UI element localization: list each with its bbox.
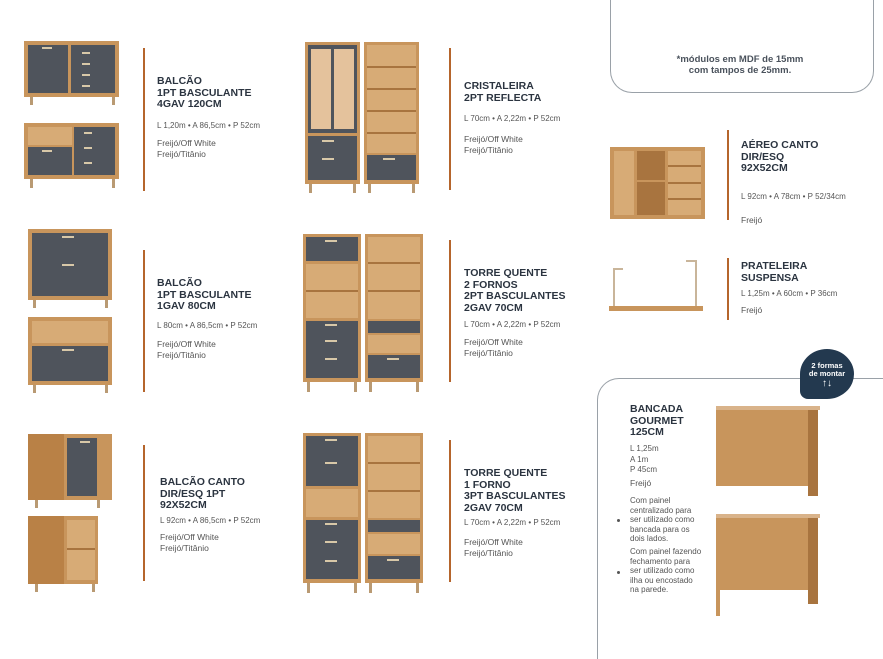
note-line: ser utilizado como bbox=[630, 515, 695, 524]
note-line: fechamento para bbox=[630, 556, 691, 566]
title-line: 2GAV 70CM bbox=[464, 301, 523, 314]
product-finishes bbox=[464, 337, 523, 358]
note-box bbox=[610, 0, 874, 93]
badge-line-2: de montar bbox=[808, 369, 846, 378]
accent-line bbox=[143, 445, 145, 581]
badge-line-1: 2 formas bbox=[811, 361, 843, 370]
finish-option: Freijó bbox=[630, 478, 652, 488]
product-dimensions: L 1,20m • A 86,5cm • P 52cm bbox=[157, 121, 260, 130]
title-line: BALCÃO bbox=[157, 277, 202, 289]
note-text bbox=[640, 54, 840, 76]
note-line: bancada para os bbox=[630, 524, 690, 534]
note-line: ser utilizado como bbox=[630, 566, 695, 575]
note-line: ilha ou encostado bbox=[630, 575, 693, 585]
title-line: DIR/ESQ bbox=[741, 150, 785, 163]
title-line: BALCÃO CANTO bbox=[160, 476, 245, 488]
product-finishes bbox=[464, 537, 523, 558]
finish-option: Freijó/Off White bbox=[157, 138, 216, 148]
product-dimensions: L 70cm • A 2,22m • P 52cm bbox=[464, 320, 561, 329]
product-dimensions bbox=[630, 444, 659, 476]
product-finishes bbox=[741, 215, 762, 226]
dimension-line: L 1,25m bbox=[630, 444, 659, 453]
product-title bbox=[157, 278, 252, 313]
accent-line bbox=[449, 440, 451, 582]
product-finishes bbox=[630, 478, 651, 489]
bancada-note-2 bbox=[630, 547, 701, 595]
product-title bbox=[464, 81, 541, 104]
finish-option: Freijó/Titânio bbox=[464, 144, 513, 155]
bullet-icon bbox=[617, 571, 620, 574]
title-line: PRATELEIRA bbox=[741, 260, 808, 272]
title-line: 1PT BASCULANTE bbox=[157, 86, 252, 99]
finish-option: Freijó bbox=[741, 215, 763, 225]
finish-option: Freijó/Titânio bbox=[157, 349, 206, 360]
product-title bbox=[160, 477, 245, 512]
finish-option: Freijó/Titânio bbox=[464, 347, 513, 358]
finish-option: Freijó/Titânio bbox=[160, 542, 209, 553]
note-line: Com painel bbox=[630, 496, 671, 505]
title-line: 92X52CM bbox=[160, 499, 207, 511]
product-dimensions: L 80cm • A 86,5cm • P 52cm bbox=[157, 321, 258, 330]
product-finishes bbox=[157, 339, 216, 360]
finish-option: Freijó/Off White bbox=[464, 537, 523, 547]
title-line: 2 FORNOS bbox=[464, 278, 518, 291]
product-finishes bbox=[157, 138, 216, 159]
product-dimensions: L 70cm • A 2,22m • P 52cm bbox=[464, 114, 561, 123]
note-line: dois lados. bbox=[630, 534, 669, 543]
title-line: BALCÃO bbox=[157, 75, 202, 87]
title-line: CRISTALEIRA bbox=[464, 80, 534, 92]
swap-arrows-icon: ↑↓ bbox=[822, 378, 832, 389]
title-line: TORRE QUENTE bbox=[464, 267, 548, 279]
title-line: DIR/ESQ 1PT bbox=[160, 487, 226, 500]
product-finishes bbox=[160, 532, 219, 553]
note-line: Com painel fazendo bbox=[630, 547, 702, 556]
product-title bbox=[157, 76, 252, 111]
finish-option: Freijó/Off White bbox=[160, 532, 219, 542]
dimension-line: A 1m bbox=[630, 454, 649, 464]
title-line: 4GAV 120CM bbox=[157, 98, 222, 110]
product-dimensions: L 92cm • A 78cm • P 52/34cm bbox=[741, 192, 846, 201]
product-title bbox=[741, 140, 818, 175]
finish-option: Freijó bbox=[741, 305, 763, 315]
title-line: TORRE QUENTE bbox=[464, 467, 548, 479]
product-finishes bbox=[464, 134, 523, 155]
note-line: na parede. bbox=[630, 585, 669, 594]
title-line: BANCADA bbox=[630, 403, 684, 415]
title-line: 2GAV 70CM bbox=[464, 501, 523, 514]
product-title bbox=[630, 404, 684, 439]
title-line: 1PT BASCULANTE bbox=[157, 288, 252, 301]
accent-line bbox=[143, 48, 145, 191]
bullet-icon bbox=[617, 519, 620, 522]
finish-option: Freijó/Titânio bbox=[157, 148, 206, 159]
bancada-note-1 bbox=[630, 496, 694, 544]
product-title bbox=[741, 261, 807, 284]
title-line: 2PT REFLECTA bbox=[464, 91, 542, 104]
product-dimensions: L 70cm • A 2,22m • P 52cm bbox=[464, 518, 561, 527]
title-line: 1GAV 80CM bbox=[157, 300, 216, 312]
title-line: GOURMET bbox=[630, 414, 684, 427]
title-line: 1 FORNO bbox=[464, 478, 511, 491]
title-line: 92X52CM bbox=[741, 162, 788, 174]
accent-line bbox=[449, 240, 451, 382]
title-line: 2PT BASCULANTES bbox=[464, 290, 566, 302]
product-finishes bbox=[741, 305, 762, 316]
product-title bbox=[464, 268, 566, 314]
product-dimensions: L 1,25m • A 60cm • P 36cm bbox=[741, 289, 838, 298]
dimension-line: P 45cm bbox=[630, 465, 657, 474]
finish-option: Freijó/Off White bbox=[157, 339, 216, 349]
product-dimensions: L 92cm • A 86,5cm • P 52cm bbox=[160, 516, 261, 525]
montagem-badge bbox=[800, 349, 854, 399]
accent-line bbox=[143, 250, 145, 392]
product-title bbox=[464, 468, 566, 514]
title-line: SUSPENSA bbox=[741, 271, 799, 284]
finish-option: Freijó/Off White bbox=[464, 134, 523, 144]
title-line: 125CM bbox=[630, 426, 664, 438]
note-line-1: *módulos em MDF de 15mm bbox=[676, 54, 804, 65]
accent-line bbox=[449, 48, 451, 190]
note-line: centralizado para bbox=[630, 505, 692, 515]
finish-option: Freijó/Off White bbox=[464, 337, 523, 347]
finish-option: Freijó/Titânio bbox=[464, 547, 513, 558]
title-line: 3PT BASCULANTES bbox=[464, 490, 566, 502]
accent-line bbox=[727, 258, 729, 320]
title-line: AÉREO CANTO bbox=[741, 139, 819, 151]
accent-line bbox=[727, 130, 729, 220]
note-line-2: com tampos de 25mm. bbox=[688, 65, 792, 76]
